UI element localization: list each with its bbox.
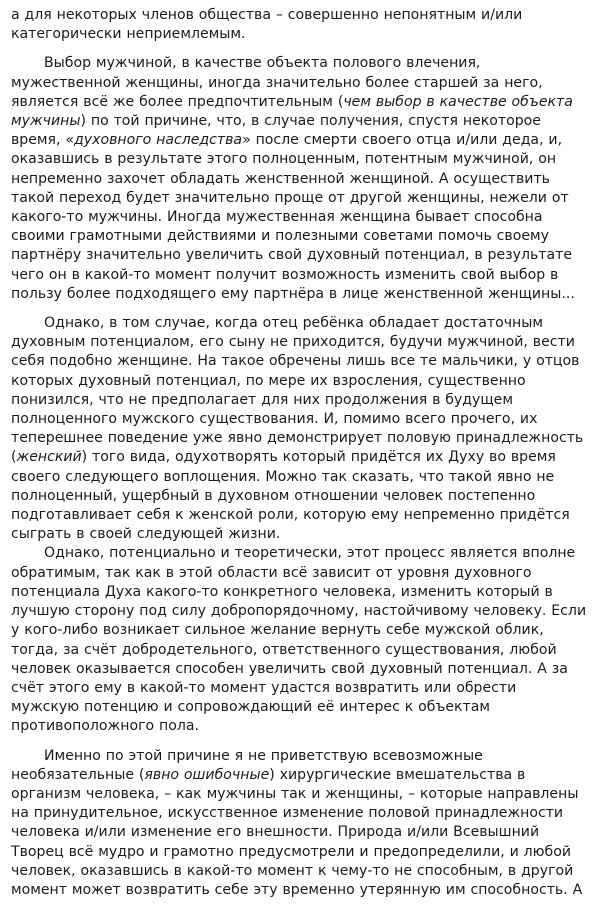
paragraph-text: Выбор мужчиной, в качестве объекта полового влечения, мужественной женщины, иногда значительно более старшей за него, является всё же более предпочтительным (	[11, 55, 543, 110]
paragraph	[11, 54, 587, 304]
paragraph	[11, 6, 587, 44]
paragraph	[11, 314, 587, 544]
italic-emphasis: явно ошибочные	[144, 766, 270, 783]
paragraph-text: Однако, потенциально и теоретически, этот процесс является вполне обратимым, так как в этой области всё зависит от уровня духовного потенциала Духа какого-то конкретного человека, изменить который в лучшую сторону под силу добропорядочному, настойчивому человеку. Если у кого-либо возникает сильное желание вернуть себе мужской облик, тогда, за счёт добродетельного, ответственного существования, любой человек оказывается способен увеличить свой духовный потенциал. А за счёт этого ему в какой-то момент удастся возвратить или обрести мужскую потенцию и сопровождающий её интерес к объектам противоположного пола.	[11, 545, 587, 735]
italic-emphasis: женский	[16, 449, 82, 466]
paragraph-text: Именно по этой причине я не приветствую всевозможные необязательные (	[11, 747, 483, 783]
paragraph	[11, 544, 587, 736]
italic-emphasis: чем выбор в качестве объекта мужчины	[11, 93, 573, 130]
paragraph	[11, 747, 587, 901]
paragraph-text: Однако, в том случае, когда отец ребёнка обладает достаточным духовным потенциалом, его сыну не приходится, будучи мужчиной, вести себя подобно женщине. На такое обречены лишь все те мальчики, у отцов которых духовный потенциал, по мере их взросления, существенно понизился, что не предполагает для них продолжения в будущем полноценного мужского существования. И, помимо всего прочего, их теперешнее поведение уже явно демонстрирует половую принадлежность (	[11, 315, 584, 466]
paragraph-text: » после смерти своего отца и/или деда, и, оказавшись в результате этого полноценным, потентным мужчиной, он непременно захочет обладать женственной женщиной. А осуществить такой переход будет значительно проще от другой женщины, нежели от какого-то мужчины. Иногда мужественная женщина бывает способна своими грамотными действиями и полезными советами помочь своему партнёру значительно увеличить свой духовный потенциал, в результате чего он в какой-то момент получит возможность изменить свой выбор в пользу более подходящего ему партнёра в лице женственной женщины...	[11, 132, 575, 302]
italic-emphasis: духовного наследства	[74, 132, 243, 149]
paragraph-text: а для некоторых членов общества – совершенно непонятным и/или категорически неприемлемым.	[11, 7, 523, 43]
paragraph-text: ) хирургические вмешательства в организм человека, – как мужчины так и женщины, – которые направлены на принудительное, искусственное изменение половой принадлежности человека и/или изменение его внешности. Природа и/или Всевышний Творец всё мудро и грамотно предусмотрели и предопределили, и любой человек, оказавшись в какой-то момент к чему-то не способным, в другой момент может возвратить себе эту временно утерянную им способность. А	[11, 766, 583, 898]
document-page	[11, 6, 587, 910]
paragraph-text: ) по той причине, что, в случае получения, спустя некоторое время, «	[11, 113, 541, 149]
paragraph-text: ) того вида, одухотворять который придётся их Духу во время своего следующего воплощения. Можно так сказать, что такой явно не полноценный, ущербный в духовном отношении человек постепенно подготавливает себя к женской роли, которую ему непременно придётся сыграть в своей следующей жизни.	[11, 449, 570, 543]
